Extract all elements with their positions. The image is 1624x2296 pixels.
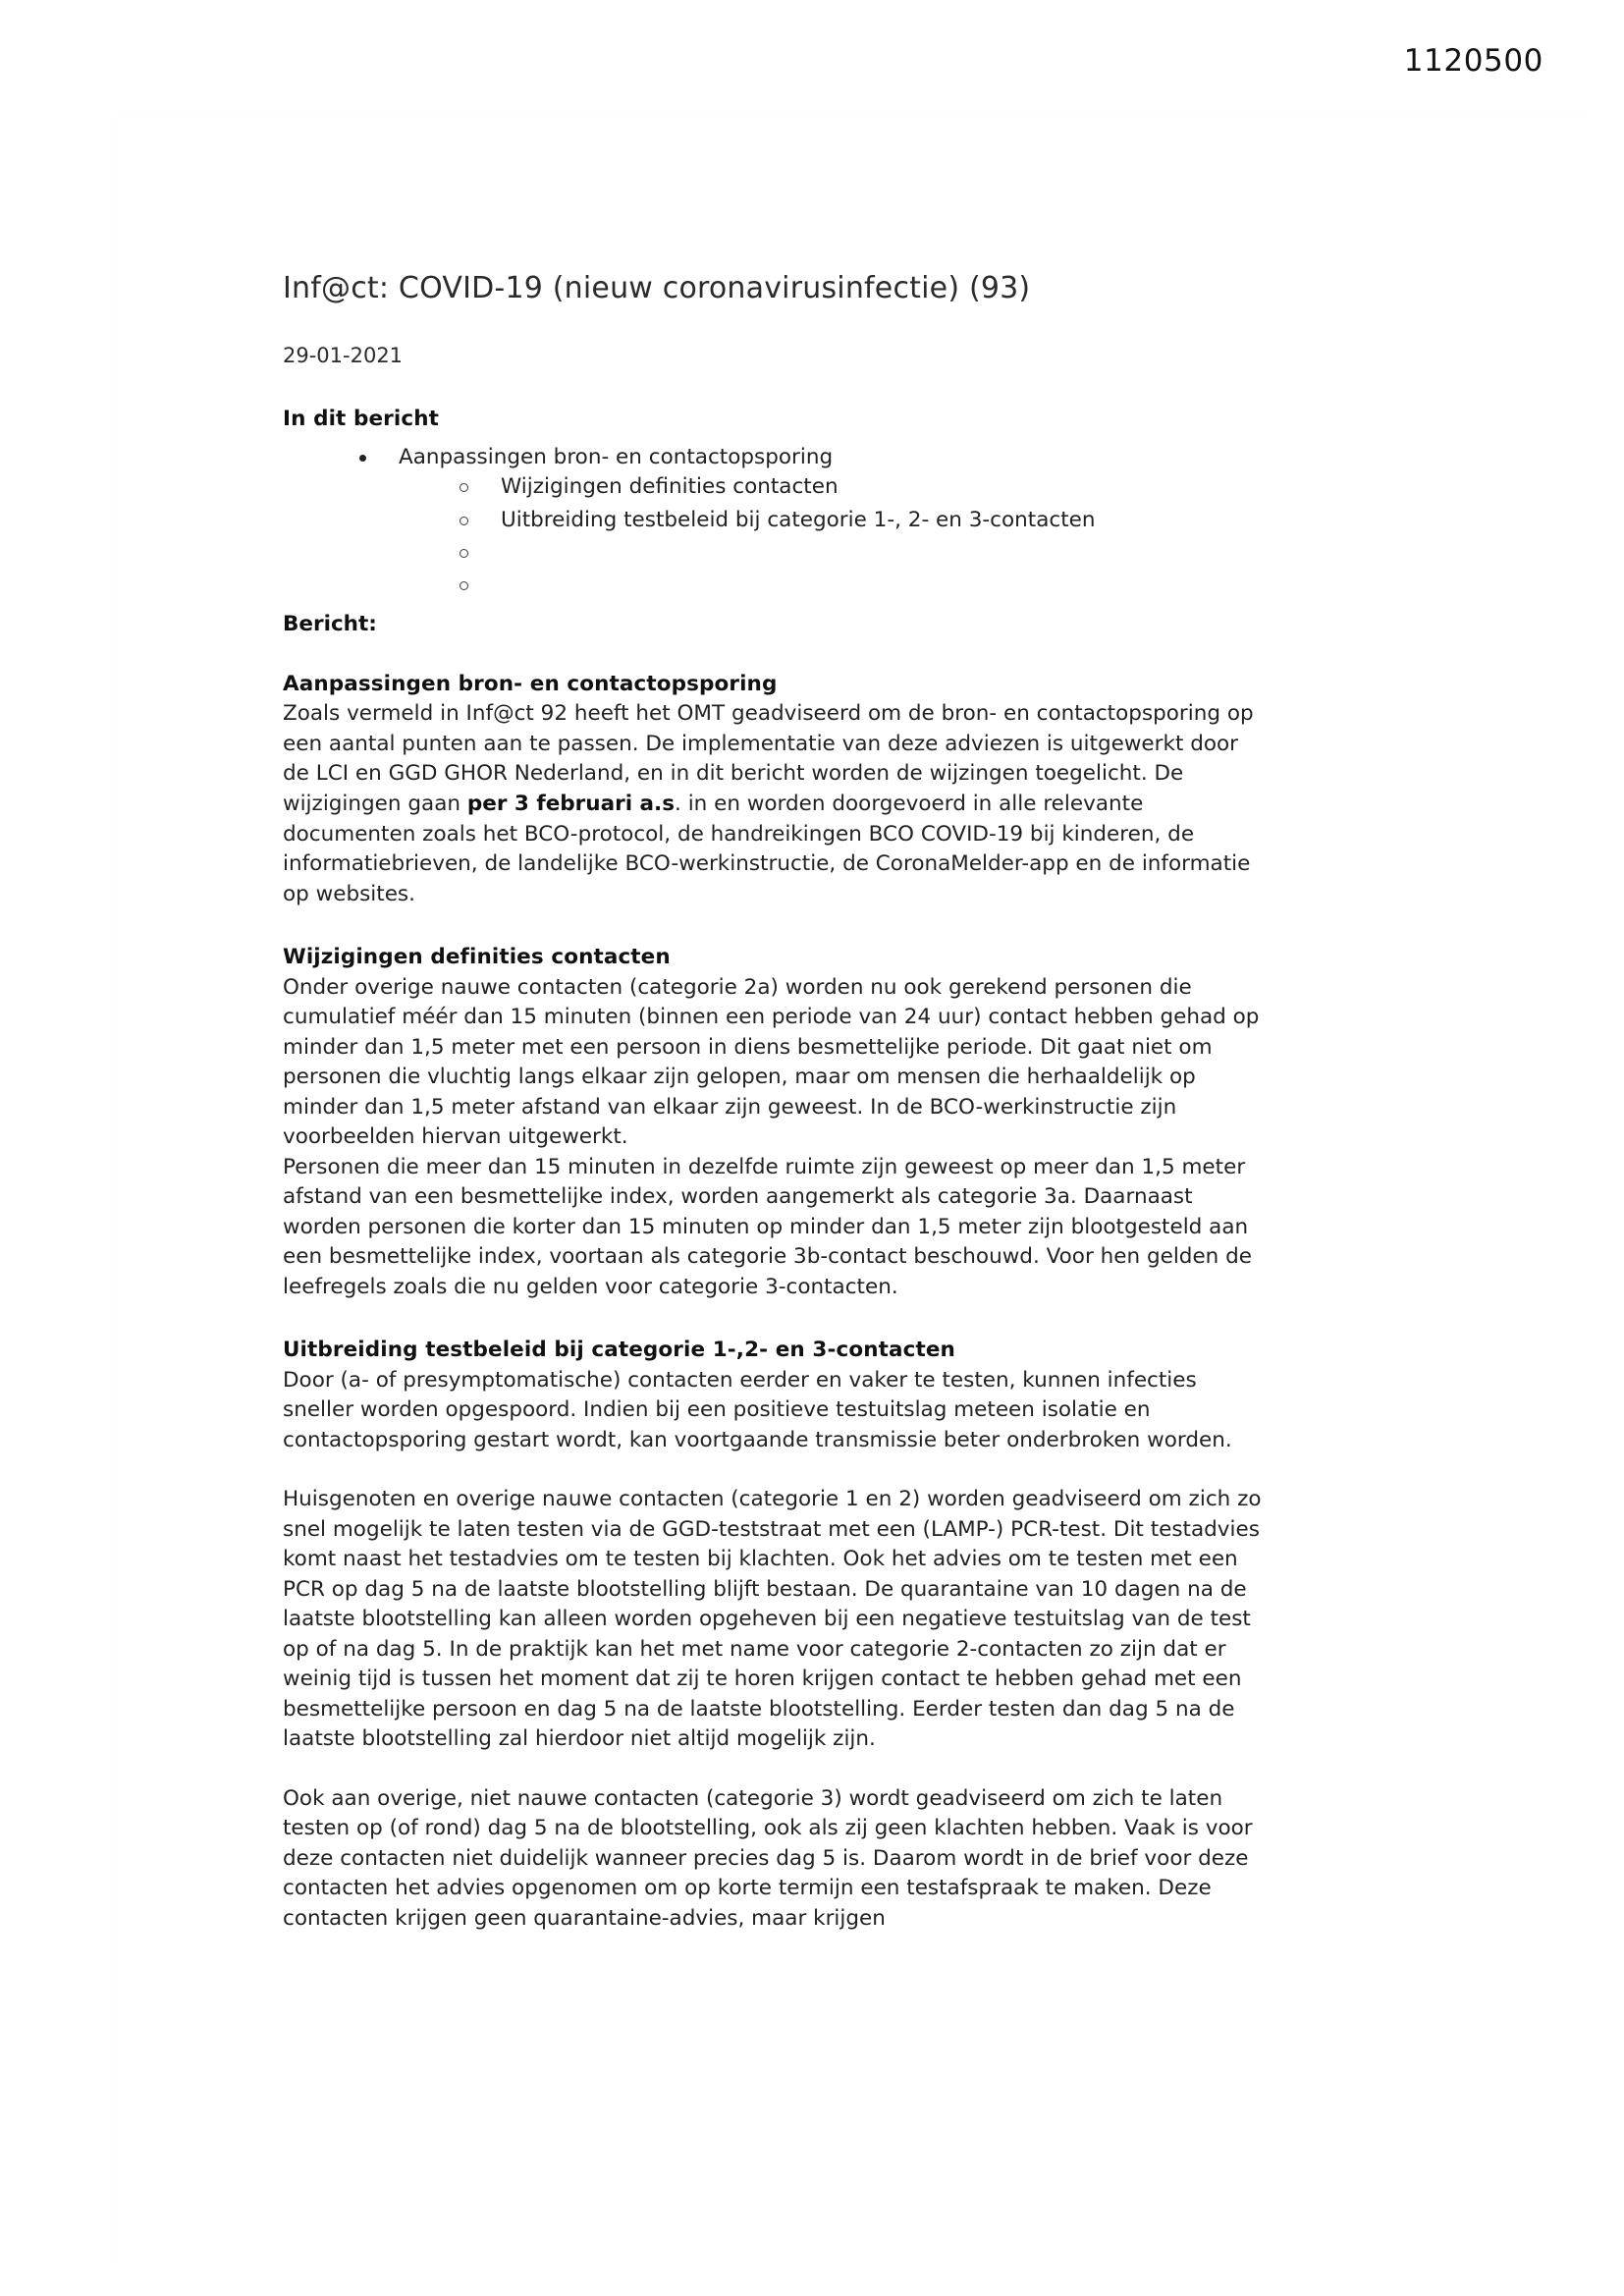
plain-text: Zoals vermeld in Inf@ct 92 heeft het OMT geadviseerd om de bron- en contactopsporing op een aantal punten aan te passen. De implementatie van deze adviezen is uitgewerkt door de LCI en GGD GHOR Nederland, en in dit bericht worden de wijzingen toegelicht. De wijzigingen gaan: [283, 701, 1254, 816]
section-paragraph: [283, 973, 1269, 1153]
bullet-circle-icon: [460, 549, 468, 558]
list-item: [283, 443, 1269, 601]
plain-text: Door (a- of presymptomatische) contacten eerder en vaker te testen, kunnen infecties sneller worden opgespoord. Indien bij een positieve testuitslag meteen isolatie en contactopsporing gestart wordt, kan voortgaande transmissie beter onderbroken worden.: [283, 1367, 1232, 1452]
plain-text: . in en worden doorgevoerd in alle relevante documenten zoals het BCO-protocol, de handreikingen BCO COVID-19 bij kinderen, de informatiebrieven, de landelijke BCO-werkinstructie, de CoronaMelder-app en de informatie op websites.: [283, 791, 1251, 906]
bullet-circle-icon: [460, 483, 468, 492]
section-aanpassingen: [283, 670, 1269, 909]
section-paragraph: [283, 1784, 1269, 1935]
bullet-circle-icon: [460, 517, 468, 525]
list-item: [399, 571, 1269, 600]
document-stamp-number: 1120500: [1403, 43, 1543, 79]
section-heading: Aanpassingen bron- en contactopsporing: [283, 671, 778, 696]
section-paragraph: [283, 1366, 1269, 1456]
bericht-label: Bericht:: [283, 612, 377, 637]
section-uitbreiding-testbeleid: [283, 1336, 1269, 1934]
section-paragraph: [283, 699, 1269, 909]
summary-subbullet-label: Wijzigingen definities contacten: [501, 474, 839, 500]
page-title: Inf@ct: COVID-19 (nieuw coronavirusinfectie) (93): [283, 271, 1031, 305]
document-date: 29-01-2021: [283, 344, 404, 367]
list-item: [399, 472, 1269, 503]
list-item: [399, 506, 1269, 536]
plain-text: Huisgenoten en overige nauwe contacten (categorie 1 en 2) worden geadviseerd om zich zo snel mogelijk te laten testen via de GGD-teststraat met een (LAMP-) PCR-test. Dit testadvies komt naast het testadvies om te testen bij klachten. Ook het advies om te testen met een PCR op dag 5 na de laatste blootstelling blijft bestaan. De quarantaine van 10 dagen na de laatste blootstelling kan alleen worden opgeheven bij een negatieve testuitslag van de test op of na dag 5. In de praktijk kan het met name voor categorie 2-contacten zo zijn dat er weinig tijd is tussen het moment dat zij te horen krijgen contact te hebben gehad met een besmettelijke persoon en dag 5 na de laatste blootstelling. Eerder testen dan dag 5 na de laatste blootstelling zal hierdoor niet altijd mogelijk zijn.: [283, 1487, 1262, 1752]
summary-list: [283, 443, 1269, 601]
emphasis-text: per 3 februari a.s: [466, 791, 676, 816]
section-paragraph: [283, 1153, 1269, 1303]
section-paragraph: [283, 1485, 1269, 1755]
document-body: [283, 271, 1269, 1935]
summary-heading: In dit bericht: [283, 407, 439, 432]
section-wijzigingen-definities: [283, 943, 1269, 1302]
list-item: [399, 538, 1269, 568]
plain-text: Personen die meer dan 15 minuten in dezelfde ruimte zijn geweest op meer dan 1,5 meter afstand van een besmettelijke index, worden aangemerkt als categorie 3a. Daarnaast worden personen die korter dan 15 minuten op minder dan 1,5 meter zijn blootgesteld aan een besmettelijke index, voortaan als categorie 3b-contact beschouwd. Voor hen gelden de leefregels zoals die nu gelden voor categorie 3-contacten.: [283, 1154, 1253, 1299]
summary-subbullet-label: Uitbreiding testbeleid bij categorie 1-, 2- en 3-contacten: [501, 507, 1096, 532]
plain-text: Ook aan overige, niet nauwe contacten (categorie 3) wordt geadviseerd om zich te laten testen op (of rond) dag 5 na de blootstelling, ook als zij geen klachten hebben. Vaak is voor deze contacten niet duidelijk wanneer precies dag 5 is. Daarom wordt in de brief voor deze contacten het advies opgenomen om op korte termijn een testafspraak te maken. Deze contacten krijgen geen quarantaine-advies, maar krijgen: [283, 1785, 1253, 1931]
summary-bullet-label: Aanpassingen bron- en contactopsporing: [399, 444, 834, 469]
plain-text: Onder overige nauwe contacten (categorie 2a) worden nu ook gerekend personen die cumulatief méér dan 15 minuten (binnen een periode van 24 uur) contact hebben gehad op minder dan 1,5 meter met een persoon in diens besmettelijke periode. Dit gaat niet om personen die vluchtig langs elkaar zijn gelopen, maar om mensen die herhaaldelijk op minder dan 1,5 meter afstand van elkaar zijn geweest. In de BCO-werkinstructie zijn voorbeelden hiervan uitgewerkt.: [283, 974, 1260, 1150]
section-heading: Uitbreiding testbeleid bij categorie 1-,2- en 3-contacten: [283, 1338, 955, 1363]
bullet-disc-icon: [359, 455, 366, 462]
bullet-circle-icon: [460, 581, 468, 590]
section-heading: Wijzigingen definities contacten: [283, 945, 671, 970]
summary-sublist: [399, 472, 1269, 600]
